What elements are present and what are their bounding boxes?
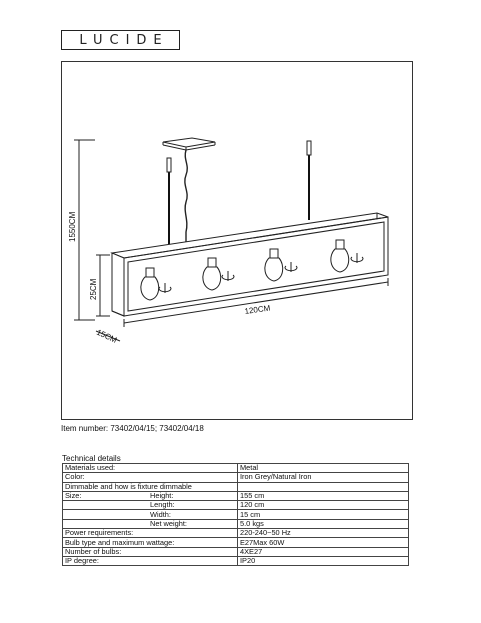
spec-sublabel: Length:: [150, 500, 175, 510]
spec-label-cell: [63, 501, 238, 510]
table-row: [63, 556, 409, 565]
spec-label: Bulb type and maximum wattage:: [65, 537, 175, 547]
technical-details-title: Technical details: [62, 454, 121, 463]
bulb-icon: [331, 240, 349, 272]
table-row: [63, 538, 409, 547]
spec-value: 155 cm: [238, 491, 409, 500]
dimension-height-label: 1550CM: [68, 211, 77, 242]
spec-value: [238, 482, 409, 491]
bulb-icon: [141, 268, 159, 300]
spec-label: Materials used:: [65, 463, 116, 473]
table-row: [63, 482, 409, 491]
spec-label-cell: [63, 556, 238, 565]
spec-value: 220-240~50 Hz: [238, 529, 409, 538]
table-row: [63, 491, 409, 500]
spec-value: E27Max 60W: [238, 538, 409, 547]
dimension-frame-height-label: 25CM: [89, 278, 98, 300]
spec-label-cell: [63, 547, 238, 556]
item-number: Item number: 73402/04/15; 73402/04/18: [61, 424, 204, 433]
spec-label-cell: [63, 464, 238, 473]
dimension-length-label: 120CM: [244, 303, 271, 316]
bulb-icon: [203, 258, 221, 290]
spec-label: Number of bulbs:: [65, 546, 122, 556]
table-row: [63, 464, 409, 473]
spec-value: Metal: [238, 464, 409, 473]
spec-sublabel: Width:: [150, 509, 171, 519]
table-row: [63, 473, 409, 482]
table-row: [63, 510, 409, 519]
spec-label-cell: [63, 491, 238, 500]
spec-label: Dimmable and how is fixture dimmable: [65, 481, 192, 491]
spec-label-cell: [63, 510, 238, 519]
spec-label-cell: [63, 519, 238, 528]
table-row: [63, 519, 409, 528]
spec-label: Size:: [65, 491, 82, 501]
brand-logo: LUCIDE: [61, 30, 180, 50]
spec-value: 120 cm: [238, 501, 409, 510]
spec-label: Power requirements:: [65, 528, 134, 538]
bulb-icon: [265, 249, 283, 281]
spec-label: Color:: [65, 472, 85, 482]
spec-value: 5.0 kgs: [238, 519, 409, 528]
spec-label-cell: [63, 482, 238, 491]
spec-label: IP degree:: [65, 556, 99, 566]
spec-label-cell: [63, 473, 238, 482]
spec-value: IP20: [238, 556, 409, 565]
spec-label-cell: [63, 538, 238, 547]
technical-details-table: [62, 463, 409, 566]
table-row: [63, 501, 409, 510]
spec-sublabel: Height:: [150, 491, 174, 501]
table-row: [63, 547, 409, 556]
spec-value: Iron Grey/Natural Iron: [238, 473, 409, 482]
spec-value: 15 cm: [238, 510, 409, 519]
dimension-depth-label: 15CM: [95, 327, 119, 345]
spec-sublabel: Net weight:: [150, 518, 187, 528]
spec-label-cell: [63, 529, 238, 538]
table-row: [63, 529, 409, 538]
spec-value: 4XE27: [238, 547, 409, 556]
